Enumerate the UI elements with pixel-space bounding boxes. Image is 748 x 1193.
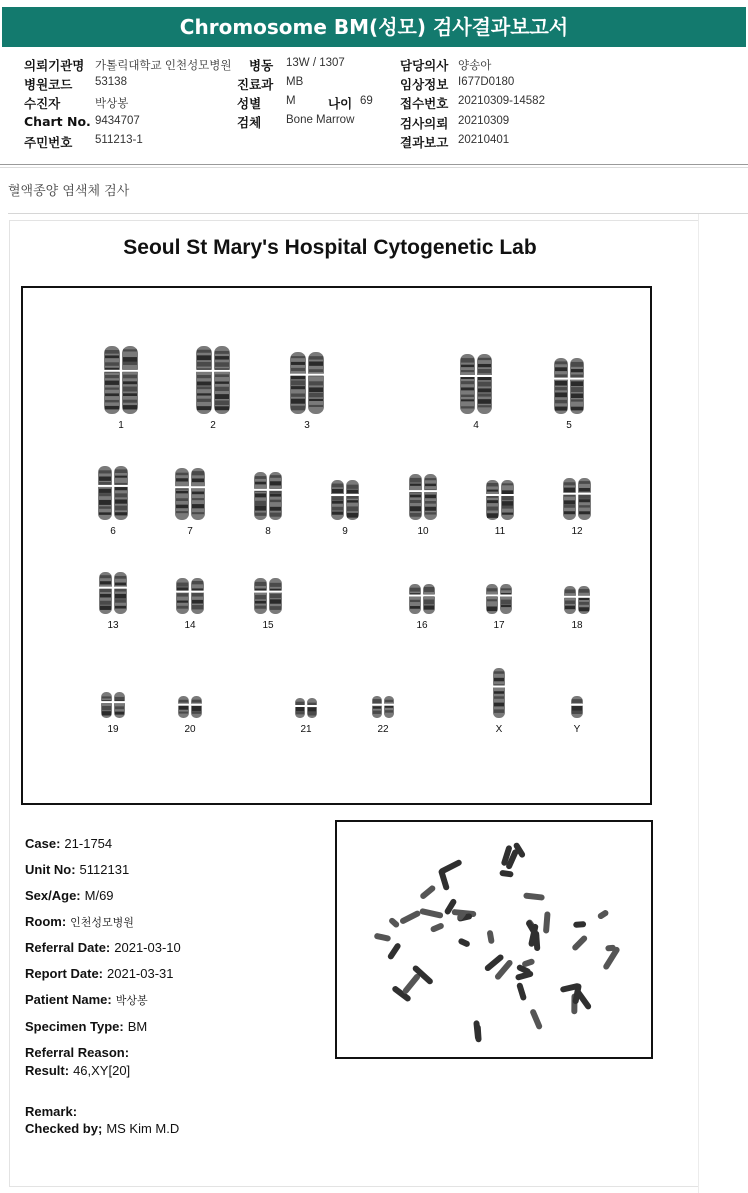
metaphase-chromosome: [516, 982, 527, 1001]
chromosome-label-15: 15: [262, 620, 274, 631]
chromosome-15: [254, 578, 283, 614]
case-field-specimen-type: Specimen Type: BM: [25, 1019, 148, 1034]
lab-title: Seoul St Mary's Hospital Cytogenetic Lab: [123, 236, 537, 259]
metaphase-chromosome: [374, 933, 392, 942]
chromosome-label-18: 18: [571, 620, 583, 631]
label-test-request: 검사의뢰: [400, 116, 449, 131]
value-requesting-institution: 가톨릭대학교 인천성모병원: [95, 60, 232, 72]
karyotype-image: [21, 286, 652, 805]
label-sex: 성별: [237, 96, 262, 111]
chromosome-label-11: 11: [494, 526, 506, 537]
chromosome-label-3: 3: [304, 420, 310, 431]
metaphase-spread: [337, 822, 651, 1057]
divider: [0, 164, 748, 165]
chromosome-X: [493, 668, 506, 718]
chromosome-label-8: 8: [265, 526, 271, 537]
value-patient: 박상봉: [95, 98, 129, 110]
case-field-case: Case: 21-1754: [25, 836, 113, 851]
metaphase-chromosome: [438, 859, 463, 876]
chromosome-11: [486, 480, 515, 520]
value-ward: 13W / 1307: [286, 57, 345, 69]
chromosome-label-14: 14: [184, 620, 196, 631]
chromosome-22: [372, 696, 395, 718]
value-sex: M: [286, 95, 296, 107]
label-clinical-info: 임상정보: [400, 77, 449, 92]
chromosome-3: [290, 352, 325, 414]
metaphase-chromosome: [388, 917, 401, 929]
case-field-patient-name: Patient Name: 박상봉: [25, 992, 148, 1007]
chromosome-label-22: 22: [377, 724, 389, 735]
metaphase-chromosome: [430, 922, 445, 933]
chromosome-6: [98, 466, 129, 520]
value-clinical-info: I677D0180: [458, 76, 515, 88]
case-field-referral-date: Referral Date: 2021-03-10: [25, 940, 181, 955]
section-title: 혈액종양 염색체 검사: [8, 184, 130, 199]
chromosome-2: [196, 346, 231, 414]
label-patient: 수진자: [24, 96, 61, 111]
metaphase-chromosome: [499, 870, 514, 878]
value-hospital-code: 53138: [95, 76, 127, 88]
chromosome-label-5: 5: [566, 420, 572, 431]
value-age: 69: [360, 95, 373, 107]
metaphase-chromosome: [597, 909, 610, 920]
chromosome-19: [101, 692, 126, 718]
chromosome-label-Y: Y: [573, 724, 581, 735]
case-field-sex-age: Sex/Age: M/69: [25, 888, 114, 903]
chromosome-label-20: 20: [184, 724, 196, 735]
chromosome-label-7: 7: [187, 526, 193, 537]
chromosome-label-16: 16: [416, 620, 428, 631]
chromosome-20: [178, 696, 203, 718]
value-test-request: 20210309: [458, 115, 510, 127]
label-chart-no: Chart No.: [24, 114, 91, 129]
metaphase-chromosome: [457, 937, 470, 947]
label-specimen: 검체: [237, 115, 262, 130]
value-attending-doctor: 양송아: [458, 60, 492, 72]
value-resident-number: 511213-1: [95, 134, 143, 146]
label-result-report: 결과보고: [400, 135, 449, 150]
metaphase-image: [335, 820, 653, 1059]
metaphase-chromosome: [399, 910, 422, 925]
chromosome-1: [104, 346, 139, 414]
metaphase-chromosome: [402, 973, 422, 995]
label-receipt-number: 접수번호: [400, 96, 449, 111]
metaphase-chromosome: [475, 1024, 482, 1042]
chromosome-9: [331, 480, 360, 520]
chromosome-label-10: 10: [417, 526, 429, 537]
chromosome-5: [554, 358, 585, 414]
value-receipt-number: 20210309-14582: [458, 95, 545, 107]
chromosome-label-4: 4: [473, 420, 479, 431]
label-department: 진료과: [237, 77, 274, 92]
value-result-report: 20210401: [458, 134, 510, 146]
metaphase-chromosome: [523, 892, 545, 900]
value-department: MB: [286, 76, 304, 88]
chromosome-18: [564, 586, 591, 614]
chromosome-Y: [571, 696, 584, 718]
divider: [0, 167, 748, 168]
chromosome-label-13: 13: [107, 620, 119, 631]
case-field-referral-reason: Referral Reason:: [25, 1045, 130, 1060]
label-hospital-code: 병원코드: [24, 77, 73, 92]
chromosome-label-17: 17: [493, 620, 505, 631]
case-field-unit-no: Unit No: 5112131: [25, 862, 130, 877]
chromosome-4: [460, 354, 493, 414]
label-age: 나이: [328, 96, 353, 111]
metaphase-chromosome: [543, 911, 551, 933]
report-title: Chromosome BM(성모) 검사결과보고서: [2, 7, 746, 47]
chromosome-8: [254, 472, 283, 520]
chromosome-label-1: 1: [118, 420, 124, 431]
chromosome-7: [175, 468, 206, 520]
metaphase-chromosome: [573, 921, 586, 928]
chromosome-14: [176, 578, 205, 614]
metaphase-chromosome: [419, 908, 444, 919]
chromosome-label-9: 9: [342, 526, 348, 537]
divider: [8, 213, 748, 214]
case-field-room: Room: 인천성모병원: [25, 914, 134, 929]
chromosome-16: [409, 584, 436, 614]
case-field-checked-by: Checked by; MS Kim M.D: [25, 1121, 180, 1136]
chromosome-label-X: X: [495, 724, 503, 735]
chromosome-label-12: 12: [571, 526, 583, 537]
label-resident-number: 주민번호: [24, 135, 73, 150]
value-specimen: Bone Marrow: [286, 114, 355, 126]
label-attending-doctor: 담당의사: [400, 58, 449, 73]
patient-info-table: [0, 52, 748, 164]
divider: [698, 214, 699, 1193]
karyotype-chromosomes: [23, 288, 650, 803]
chromosome-17: [486, 584, 513, 614]
chromosome-13: [99, 572, 128, 614]
chromosome-label-21: 21: [300, 724, 312, 735]
chromosome-21: [295, 698, 318, 718]
metaphase-chromosome: [487, 930, 495, 944]
chromosome-label-2: 2: [210, 420, 216, 431]
metaphase-chromosome: [529, 1008, 543, 1030]
case-field-result: Result: 46,XY[20]: [25, 1063, 131, 1078]
value-chart-no: 9434707: [95, 115, 140, 127]
chromosome-label-6: 6: [110, 526, 116, 537]
metaphase-chromosome: [571, 934, 588, 951]
case-field-remark: Remark:: [25, 1104, 78, 1119]
label-ward: 병동: [249, 58, 274, 73]
case-field-report-date: Report Date: 2021-03-31: [25, 966, 174, 981]
metaphase-chromosome: [387, 942, 402, 961]
chromosome-10: [409, 474, 438, 520]
chromosome-label-19: 19: [107, 724, 119, 735]
chromosome-12: [563, 478, 592, 520]
metaphase-chromosome: [419, 884, 437, 900]
label-requesting-institution: 의뢰기관명: [24, 58, 85, 73]
